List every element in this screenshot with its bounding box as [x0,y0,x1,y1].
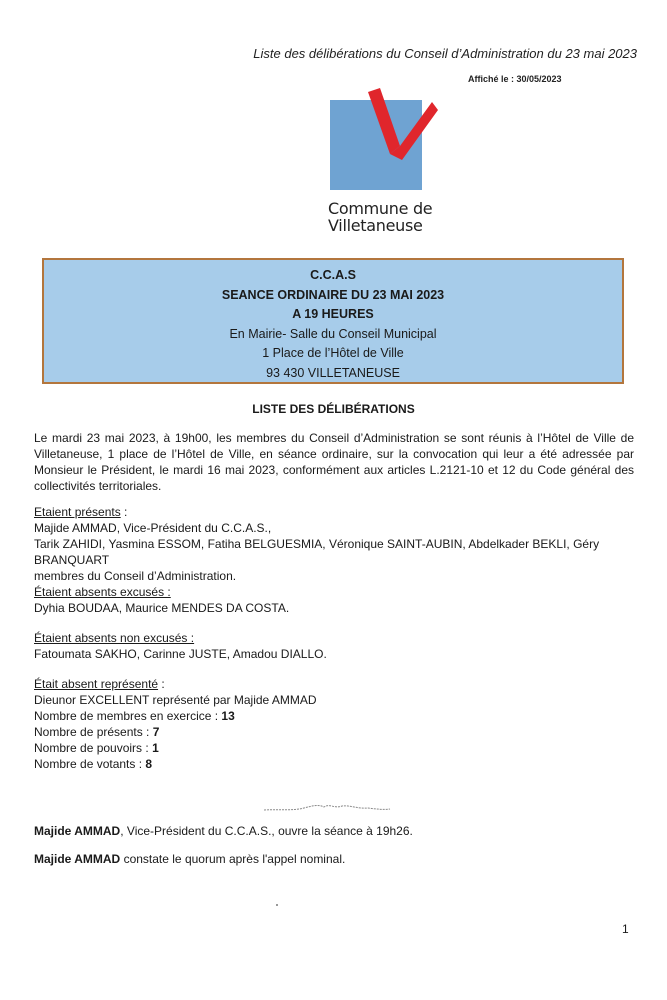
logo-text [328,200,438,234]
present-count: Nombre de présents : 7 [34,725,160,739]
list-title: LISTE DES DÉLIBÉRATIONS [252,402,415,416]
banner-city: 93 430 VILLETANEUSE [266,365,400,380]
intro-paragraph: Le mardi 23 mai 2023, à 19h00, les membres du Conseil d’Administration se sont réunis à l’Hôtel de Ville de Villetaneuse, 1 place de l’Hôtel de Ville, en séance ordinaire, sur la convocation qui leur a été adressée par Monsieur le Président, le mardi 16 mai 2023, conformément aux articles L.2121-10 et 12 du Code général des collectivités territoriales. [34,431,634,493]
proxies-count: Nombre de pouvoirs : 1 [34,741,159,755]
present-heading: Etaient présents [34,505,121,519]
voters-count-value: 8 [145,757,153,771]
represented-colon: : [158,677,165,691]
unexcused-heading: Étaient absents non excusés : [34,631,195,645]
members-count: Nombre de membres en exercice : 13 [34,709,235,723]
represented-heading: Était absent représenté [34,677,159,691]
opening-text: , Vice-Président du C.C.A.S., ouvre la séance à 19h26. [120,824,413,838]
unexcused-section [34,630,644,662]
unexcused-names: Fatoumata SAKHO, Carinne JUSTE, Amadou DIALLO. [34,647,327,661]
quorum-text: constate le quorum après l'appel nominal. [120,852,346,866]
commune-logo [328,88,438,238]
proxies-count-value: 1 [152,741,159,755]
banner-venue: En Mairie- Salle du Conseil Municipal [229,326,437,341]
present-count-value: 7 [152,725,160,739]
voters-count: Nombre de votants : 8 [34,757,153,771]
quorum-statement [34,852,345,866]
page-number: 1 [622,922,629,936]
logo-line-2: Villetaneuse [328,216,423,235]
opening-statement [34,824,413,838]
present-section [34,504,644,584]
represented-section [34,676,644,772]
represented-line: Dieunor EXCELLENT représenté par Majide AMMAD [34,693,317,707]
banner-address: 1 Place de l’Hôtel de Ville [262,346,404,360]
opening-name: Majide AMMAD [34,824,121,838]
present-president: Majide AMMAD, Vice-Président du C.C.A.S., [34,521,272,535]
banner-session: SEANCE ORDINAIRE DU 23 MAI 2023 [221,287,445,302]
checkmark-icon [328,88,438,198]
members-count-value: 13 [221,709,235,723]
session-banner [42,258,624,384]
excused-heading: Étaient absents excusés : [34,585,171,599]
document-header-title: Liste des délibérations du Conseil d’Administration du 23 mai 2023 [253,46,637,61]
logo-line-1: Commune de [328,199,433,218]
present-role: membres du Conseil d’Administration. [34,569,237,583]
scan-speck [276,904,278,906]
signature-mark [262,800,392,816]
banner-time: A 19 HEURES [292,307,374,321]
excused-names: Dyhia BOUDAA, Maurice MENDES DA COSTA. [34,601,290,615]
quorum-name: Majide AMMAD [34,852,121,866]
excused-section [34,584,644,616]
banner-ccas: C.C.A.S [310,268,356,282]
present-members: Tarik ZAHIDI, Yasmina ESSOM, Fatiha BELGUESMIA, Véronique SAINT-AUBIN, Abdelkader BEKLI, Géry BRANQUART [34,537,600,567]
present-colon: : [120,505,128,519]
posted-date: Affiché le : 30/05/2023 [468,74,562,84]
